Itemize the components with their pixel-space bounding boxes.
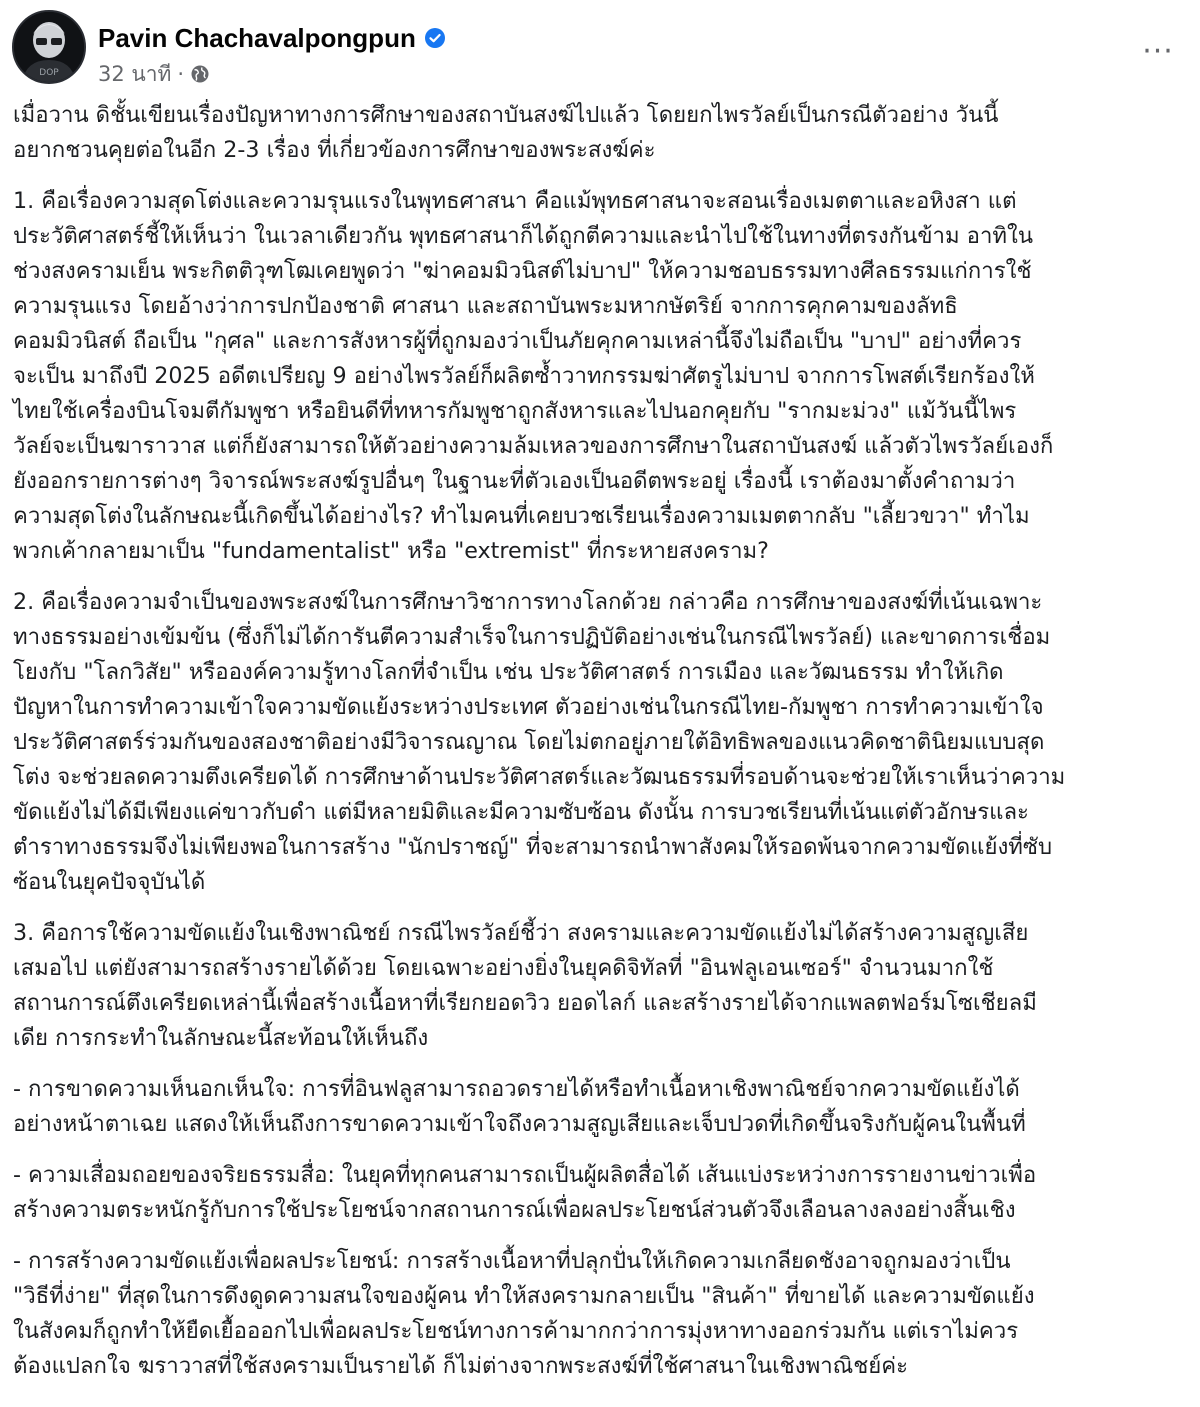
post-paragraph: - การขาดความเห็นอกเห็นใจ: การที่อินฟลูสามารถอวดรายได้หรือทำเนื้อหาเชิงพาณิชย์จากความขัดแย้งได้ อย่างหน้าตาเฉย แสดงให้เห็นถึงการขาดความเข้าใจถึงความสูญเสียและเจ็บปวดที่เกิดขึ้นจริงกับผู้คนในพื้นที่ — [13, 1076, 1026, 1137]
post-paragraph: 3. คือการใช้ความขัดแย้งในเชิงพาณิชย์ กรณีไพรวัลย์ชี้ว่า สงครามและความขัดแย้งไม่ได้สร้างความสูญเสีย เสมอไป แต่ยังสามารถสร้างรายได้ด้วย โดยเฉพาะอย่างยิ่งในยุคดิจิทัลที่ "อินฟลูเอนเซอร์" จำนวนมากใช้ สถานการณ์ตึงเครียดเหล่านี้เพื่อสร้างเนื้อหาที่เรียกยอดวิว ยอดไลก์ และสร้างรายได้จากแพลตฟอร์มโซเชียลมี เดีย การกระทำในลักษณะนี้สะท้อนให้เห็นถึง — [13, 920, 1037, 1051]
post-paragraph: - ความเสื่อมถอยของจริยธรรมสื่อ: ในยุคที่ทุกคนสามารถเป็นผู้ผลิตสื่อได้ เส้นแบ่งระหว่างการรายงานข่าวเพื่อ สร้างความตระหนักรู้กับการใช้ประโยชน์จากสถานการณ์เพื่อผลประโยชน์ส่วนตัวจึงเลือนลางลงอย่างสิ้นเชิง — [13, 1162, 1037, 1223]
more-options-button[interactable] — [1138, 32, 1178, 72]
post-paragraph: - การสร้างความขัดแย้งเพื่อผลประโยชน์: การสร้างเนื้อหาที่ปลุกปั่นให้เกิดความเกลียดชังอาจถูกมองว่าเป็น "วิธีที่ง่าย" ที่สุดในการดึงดูดความสนใจของผู้คน ทำให้สงครามกลายเป็น "สินค้า" ที่ขายได้ และความขัดแย้ง ในสังคมก็ถูกทำให้ยืดเยื้อออกไปเพื่อผลประโยชน์ทางการค้ามากกว่าการมุ่งหาทางออกร่วมกัน แต่เราไม่ควร ต้องแปลกใจ ฆราวาสที่ใช้สงครามเป็นรายได้ ก็ไม่ต่างจากพระสงฆ์ที่ใช้ศาสนาในเชิงพาณิชย์ค่ะ — [13, 1248, 1035, 1379]
post-paragraph: 2. คือเรื่องความจำเป็นของพระสงฆ์ในการศึกษาวิชาการทางโลกด้วย กล่าวคือ การศึกษาของสงฆ์ที่เน้นเฉพาะ ทางธรรมอย่างเข้มข้น (ซึ่งก็ไม่ได้การันตีความสำเร็จในการปฏิบัติอย่างเช่นในกรณีไพรวัลย์) และขาดการเชื่อม โยงกับ "โลกวิสัย" หรือองค์ความรู้ทางโลกที่จำเป็น เช่น ประวัติศาสตร์ การเมือง และวัฒนธรรม ทำให้เกิด ปัญหาในการทำความเข้าใจความขัดแย้งระหว่างประเทศ ตัวอย่างเช่นในกรณีไทย-กัมพูชา การทำความเข้าใจ ประวัติศาสตร์ร่วมกันของสองชาติอย่างมีวิจารณญาณ โดยไม่ตกอยู่ภายใต้อิทธิพลของแนวคิดชาตินิยมแบบสุด โต่ง จะช่วยลดความตึงเครียดได้ การศึกษาด้านประวัติศาสตร์และวัฒนธรรมที่รอบด้านจะช่วยให้เราเห็นว่าความ ขัดแย้งไม่ได้มีเพียงแค่ขาวกับดำ แต่มีหลายมิติและมีความซับซ้อน ดังนั้น การบวชเรียนที่เน้นแต่ตัวอักษรและ ตำราทางธรรมจึงไม่เพียงพอในการสร้าง "นักปราชญ์" ที่จะสามารถนำพาสังคมให้รอดพ้นจากความขัดแย้งที่ซับ ซ้อนในยุคปัจจุบันได้ — [13, 589, 1066, 895]
author-name[interactable]: Pavin Chachavalpongpun — [98, 22, 416, 53]
post-paragraph: 1. คือเรื่องความสุดโต่งและความรุนแรงในพุทธศาสนา คือแม้พุทธศาสนาจะสอนเรื่องเมตตาและอหิงสา แต่ ประวัติศาสตร์ชี้ให้เห็นว่า ในเวลาเดียวกัน พุทธศาสนาก็ได้ถูกตีความและนำไปใช้ในทางที่ตรงกันข้าม อาทิใน ช่วงสงครามเย็น พระกิตติวุฑโฒเคยพูดว่า "ฆ่าคอมมิวนิสต์ไม่บาป" ให้ความชอบธรรมทางศีลธรรมแก่การใช้ ความรุนแรง โดยอ้างว่าการปกป้องชาติ ศาสนา และสถาบันพระมหากษัตริย์ จากการคุกคามของลัทธิ คอมมิวนิสต์ ถือเป็น "กุศล" และการสังหารผู้ที่ถูกมองว่าเป็นภัยคุกคามเหล่านี้จึงไม่ถือเป็น "บาป" อย่างที่ควร จะเป็น มาถึงปี 2025 อดีตเปรียญ 9 อย่างไพรวัลย์ก็ผลิตซ้ำวาทกรรมฆ่าศัตรูไม่บาป จากการโพสต์เรียกร้องให้ ไทยใช้เครื่องบินโจมตีกัมพูชา หรือยินดีที่ทหารกัมพูชาถูกสังหารและไปนอกคุยกับ "รากมะม่วง" แม้วันนี้ไพร วัลย์จะเป็นฆาราวาส แต่ก็ยังสามารถให้ตัวอย่างความล้มเหลวของการศึกษาในสถาบันสงฆ์ แล้วตัวไพรวัลย์เองก็ ยังออกรายการต่างๆ วิจารณ์พระสงฆ์รูปอื่นๆ ในฐานะที่ตัวเองเป็นอดีตพระอยู่ เรื่องนี้ เราต้องมาตั้งคำถามว่า ความสุดโต่งในลักษณะนี้เกิดขึ้นได้อย่างไร? ทำไมคนที่เคยบวชเรียนเรื่องความเมตตากลับ "เลี้ยวขวา" ทำไม พวกเค้ากลายมาเป็น "fundamentalist" หรือ "extremist" ที่กระหายสงคราม? — [13, 188, 1054, 564]
post-meta — [98, 60, 210, 88]
svg-text:DOP: DOP — [39, 68, 59, 78]
post-timestamp[interactable]: 32 นาที — [98, 61, 172, 86]
author-avatar[interactable] — [12, 10, 86, 84]
post-header — [8, 8, 1192, 88]
avatar-portrait-icon — [14, 12, 84, 82]
meta-separator: · — [177, 62, 185, 86]
post-paragraph: เมื่อวาน ดิชั้นเขียนเรื่องปัญหาทางการศึกษาของสถาบันสงฆ์ไปแล้ว โดยยกไพรวัลย์เป็นกรณีตัวอย่าง วันนี้ อยากชวนคุยต่อในอีก 2-3 เรื่อง ที่เกี่ยวข้องการศึกษาของพระสงฆ์ค่ะ — [13, 102, 999, 163]
globe-icon[interactable] — [190, 64, 210, 84]
author-row — [98, 20, 446, 56]
verified-badge-icon — [424, 27, 446, 49]
post-body — [13, 98, 1193, 1400]
more-options-icon: ··· — [1142, 34, 1174, 69]
